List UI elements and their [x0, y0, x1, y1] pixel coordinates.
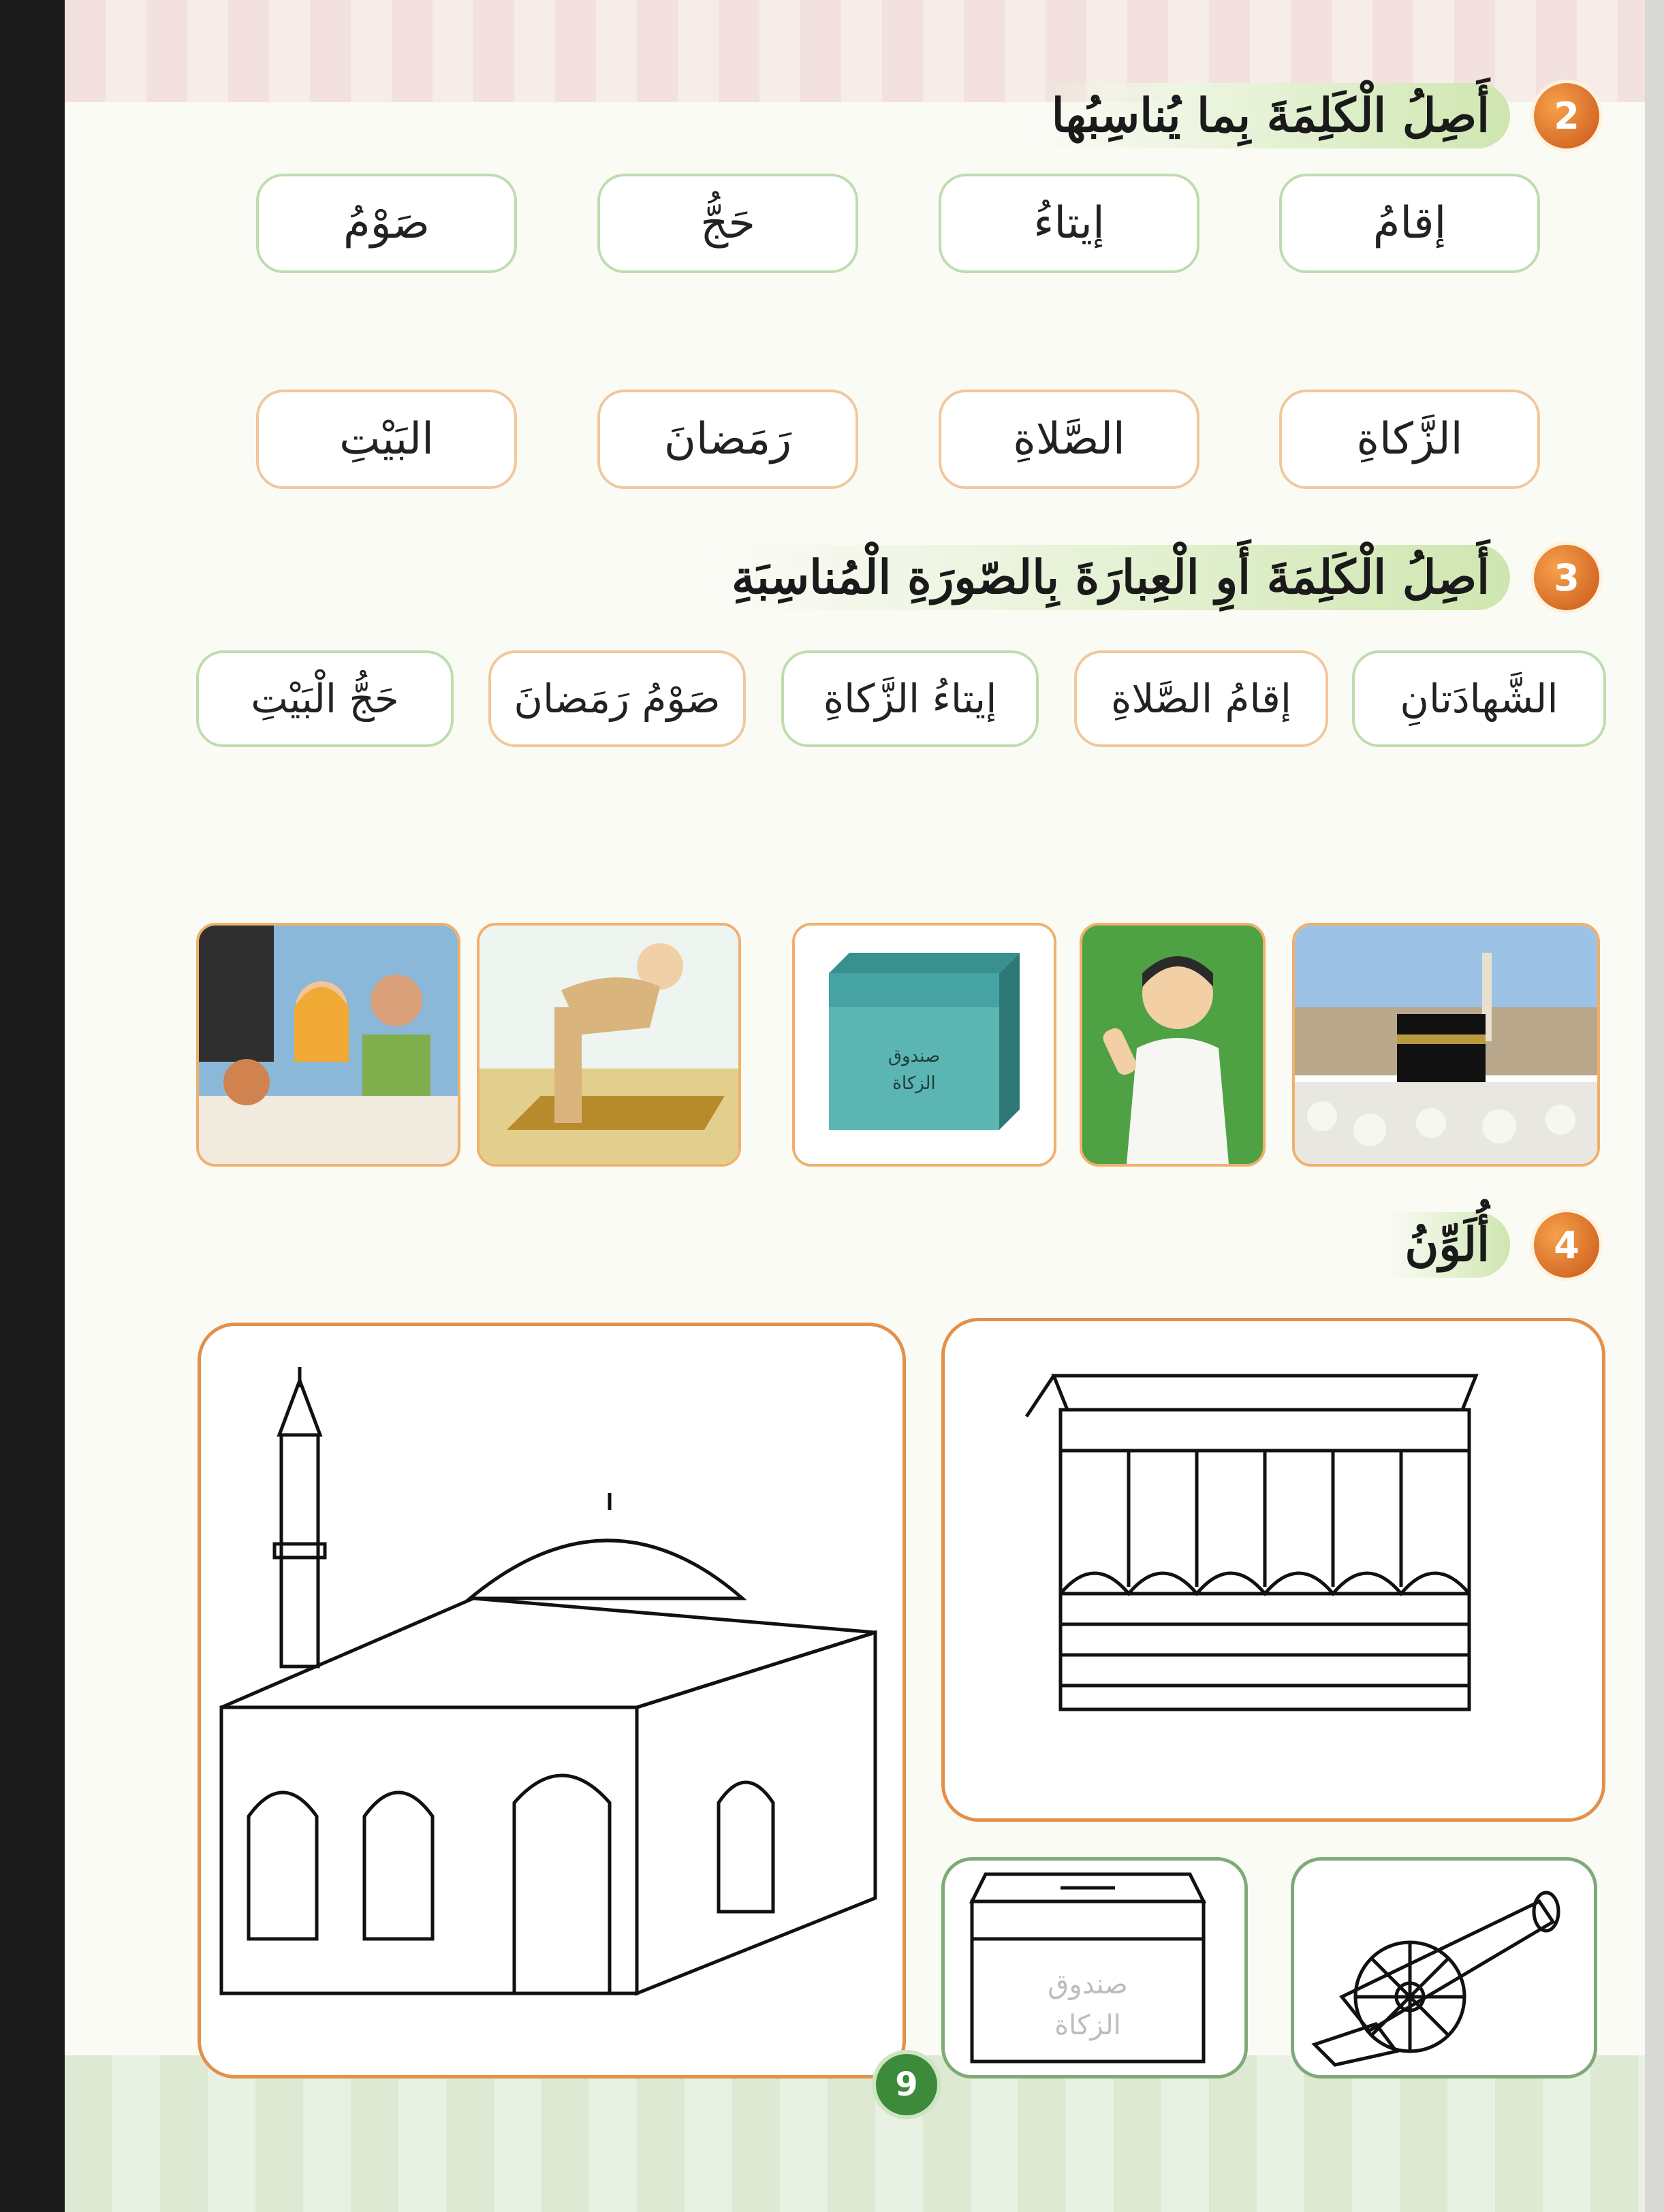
- zakat-box-label-2: الزكاة: [892, 1073, 936, 1094]
- phrase-hajj-bayt[interactable]: حَجُّ الْبَيْتِ: [196, 650, 454, 747]
- word-zakat[interactable]: الزَّكاةِ: [1279, 390, 1540, 489]
- picture-zakat-box[interactable]: [792, 923, 1056, 1167]
- word-itaa[interactable]: إيتاءُ: [939, 174, 1199, 273]
- coloring-kaaba[interactable]: [941, 1318, 1605, 1822]
- scan-edge-right: [1645, 0, 1664, 2212]
- section-3-badge: 3: [1530, 541, 1603, 614]
- section-2-title: أَصِلُ الْكَلِمَةَ بِما يُناسِبُها: [1031, 83, 1510, 148]
- picture-family-iftar[interactable]: [196, 923, 460, 1167]
- section-3-heading: [581, 537, 1603, 618]
- section-2-badge: 2: [1530, 80, 1603, 152]
- coloring-cannon[interactable]: [1291, 1857, 1597, 2079]
- word-bayt[interactable]: البَيْتِ: [256, 390, 517, 489]
- word-sawm[interactable]: صَوْمُ: [256, 174, 517, 273]
- word-iqam[interactable]: إقامُ: [1279, 174, 1540, 273]
- page-number: 9: [872, 2050, 941, 2119]
- section-3-title: أَصِلُ الْكَلِمَةَ أَوِ الْعِبارَةَ بِالصّورَةِ الْمُناسِبَةِ: [711, 545, 1510, 610]
- section-2-heading: [581, 75, 1603, 157]
- coloring-zakat-label-2: الزكاة: [1054, 2010, 1121, 2041]
- word-ramadan[interactable]: رَمَضانَ: [597, 390, 858, 489]
- phrase-iqam-salat[interactable]: إقامُ الصَّلاةِ: [1074, 650, 1328, 747]
- coloring-zakat-box[interactable]: [941, 1857, 1248, 2079]
- zakat-box-label-1: صندوق: [888, 1046, 941, 1066]
- phrase-shahadatan[interactable]: الشَّهادَتانِ: [1352, 650, 1606, 747]
- bottom-ornament-band: [65, 2055, 1645, 2212]
- scan-edge-left: [0, 0, 65, 2212]
- section-4-title: أُلَوِّنُ: [1384, 1212, 1510, 1278]
- word-salat[interactable]: الصَّلاةِ: [939, 390, 1199, 489]
- section-4-badge: 4: [1530, 1209, 1603, 1281]
- coloring-mosque[interactable]: [198, 1323, 906, 2079]
- word-hajj[interactable]: حَجُّ: [597, 174, 858, 273]
- phrase-sawm-ramadan[interactable]: صَوْمُ رَمَضانَ: [488, 650, 746, 747]
- section-4-heading: [581, 1204, 1603, 1286]
- phrase-itaa-zakat[interactable]: إيتاءُ الزَّكاةِ: [781, 650, 1039, 747]
- picture-kaaba[interactable]: [1292, 923, 1600, 1167]
- picture-boy-shahada[interactable]: [1080, 923, 1266, 1167]
- coloring-zakat-label-1: صندوق: [1048, 1969, 1128, 2000]
- picture-prayer[interactable]: [477, 923, 741, 1167]
